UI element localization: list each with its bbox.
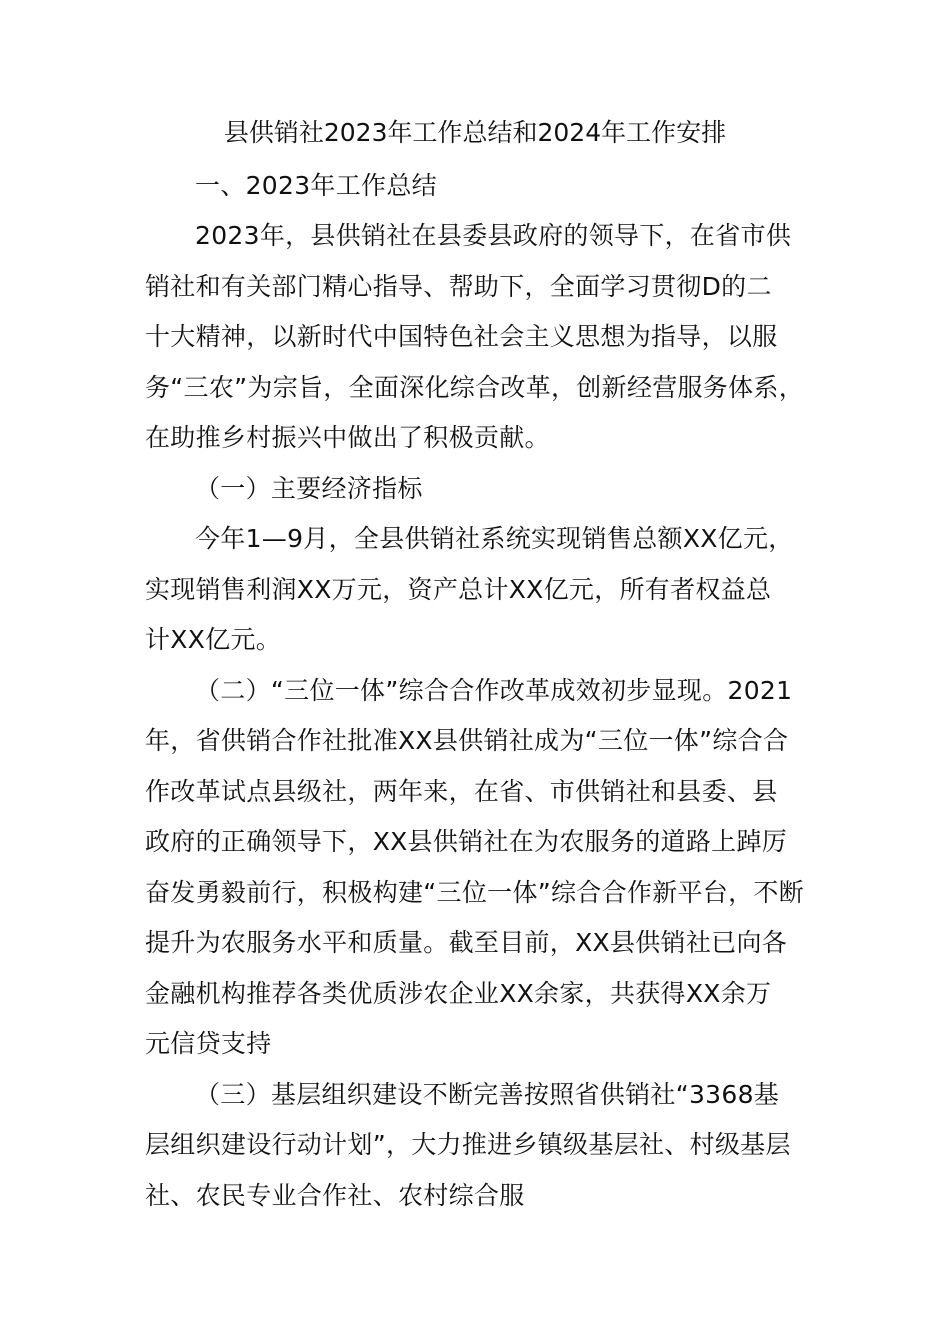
subsection-heading-1: （一）主要经济指标 <box>195 474 423 503</box>
paragraph-line: （三）基层组织建设不断完善按照省供销社“3368基 <box>195 1080 780 1109</box>
paragraph-line: 奋发勇毅前行，积极构建“三位一体”综合合作新平台，不断 <box>145 878 805 907</box>
paragraph-line: 作改革试点县级社，两年来，在省、市供销社和县委、县 <box>145 777 778 806</box>
paragraph-line: 2023年，县供销社在县委县政府的领导下，在省市供 <box>195 221 792 250</box>
paragraph-line: 元信贷支持 <box>145 1029 272 1058</box>
paragraph-line: 实现销售利润XX万元，资产总计XX亿元，所有者权益总 <box>145 575 772 604</box>
paragraph-line: 社、农民专业合作社、农村综合服 <box>145 1181 525 1210</box>
paragraph-line: 今年1—9月，全县供销社系统实现销售总额XX亿元， <box>195 524 794 553</box>
paragraph-line: 金融机构推荐各类优质涉农企业XX余家，共获得XX余万 <box>145 979 772 1008</box>
paragraph-line: 层组织建设行动计划”，大力推进乡镇级基层社、村级基层 <box>145 1130 791 1159</box>
section-heading-1: 一、2023年工作总结 <box>195 171 437 200</box>
paragraph-line: 提升为农服务水平和质量。截至目前，XX县供销社已向各 <box>145 928 788 957</box>
paragraph-line: 在助推乡村振兴中做出了积极贡献。 <box>145 423 550 452</box>
paragraph-line: 政府的正确领导下，XX县供销社在为农服务的道路上踔厉 <box>145 827 788 856</box>
paragraph-line: （二）“三位一体”综合合作改革成效初步显现。2021 <box>195 676 793 705</box>
paragraph-line: 销社和有关部门精心指导、帮助下，全面学习贯彻D的二 <box>145 272 772 301</box>
paragraph-line: 计XX亿元。 <box>145 625 282 654</box>
paragraph-line: 务“三农”为宗旨，全面深化综合改革，创新经营服务体系， <box>145 373 805 402</box>
document-title: 县供销社2023年工作总结和2024年工作安排 <box>223 118 727 147</box>
paragraph-line: 年，省供销合作社批准XX县供销社成为“三位一体”综合合 <box>145 726 789 755</box>
paragraph-line: 十大精神，以新时代中国特色社会主义思想为指导，以服 <box>145 322 778 351</box>
